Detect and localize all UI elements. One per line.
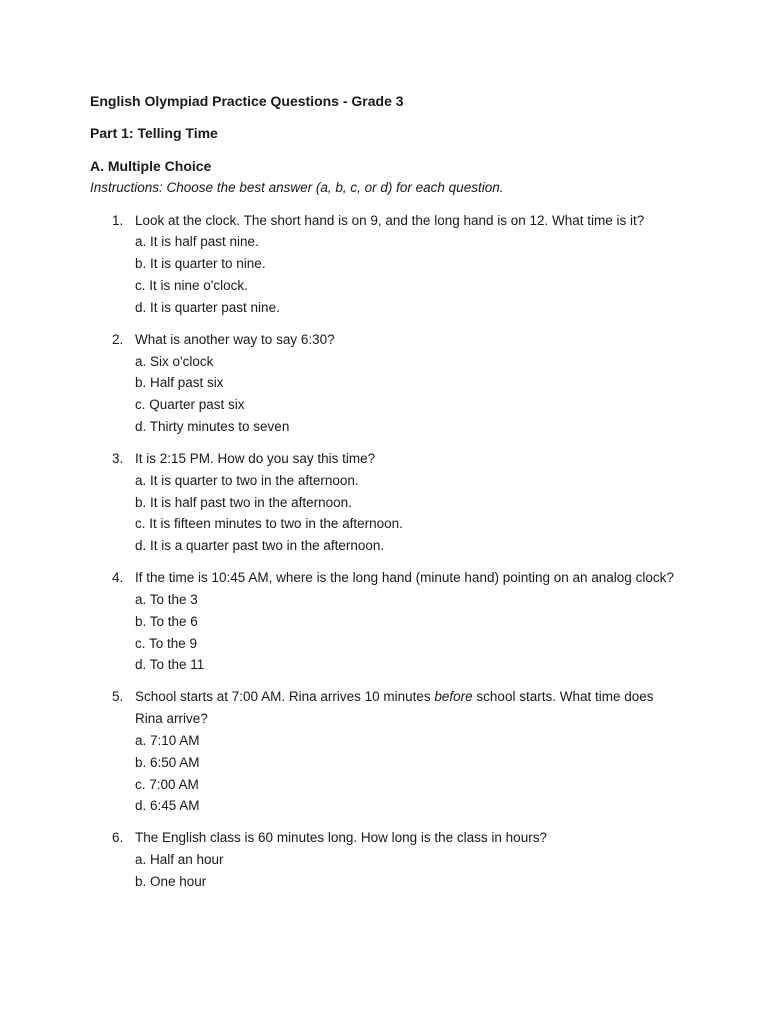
question-text: The English class is 60 minutes long. How long is the class in hours? [135,830,547,846]
option-c: c. To the 9 [135,635,198,651]
option-b: b. 6:50 AM [135,754,200,770]
option-a: a. To the 3 [135,592,198,607]
question-number: 6. [112,830,124,846]
option-b: b. Half past six [135,375,224,391]
document-content [90,91,680,903]
question-number: 3. [112,451,124,467]
option-a: a. Six o'clock [135,353,214,369]
option-d: d. Thirty minutes to seven [135,419,290,435]
option-c: c. It is nine o'clock. [135,278,248,294]
question-number: 2. [112,331,124,347]
question-text-start: School starts at 7:00 AM. Rina arrives 10 minutes [135,689,435,705]
option-c: c. Quarter past six [135,397,245,413]
option-c: c. 7:00 AM [135,776,199,792]
question-3 [90,448,680,557]
instructions: Instructions: Choose the best answer (a, b, c, or d) for each question. [90,180,504,196]
option-a: a. It is quarter to two in the afternoon. [135,472,359,488]
question-list [90,210,680,893]
question-6 [90,827,680,892]
option-a: a. It is half past nine. [135,234,259,250]
question-number: 4. [112,570,124,586]
question-text: What is another way to say 6:30? [135,331,335,347]
question-text: If the time is 10:45 AM, where is the long hand (minute hand) pointing on an analog clock? [135,570,674,586]
question-number: 5. [112,689,124,705]
document-title: English Olympiad Practice Questions - Grade 3 [90,93,404,109]
option-d: d. To the 11 [135,657,205,673]
option-a: a. Half an hour [135,852,224,868]
question-5 [90,686,680,817]
section-title: A. Multiple Choice [90,157,212,174]
option-d: d. 6:45 AM [135,798,200,814]
question-1 [90,210,680,319]
option-d: d. It is quarter past nine. [135,299,280,315]
option-c: c. It is fifteen minutes to two in the afternoon. [135,516,403,532]
option-b: b. It is half past two in the afternoon. [135,494,352,510]
option-d: d. It is a quarter past two in the afternoon. [135,538,385,554]
question-text: Look at the clock. The short hand is on 9, and the long hand is on 12. What time is it? [135,212,645,228]
option-a: a. 7:10 AM [135,732,200,748]
question-text-emphasis: before [434,689,473,705]
question-4 [90,567,680,676]
question-2 [90,329,680,438]
question-number: 1. [112,212,124,228]
question-text-end: school starts. What time does Rina arrive? [135,689,654,727]
question-text [135,686,680,730]
question-text: It is 2:15 PM. How do you say this time? [135,451,376,467]
option-b: b. One hour [135,873,207,889]
option-b: b. To the 6 [135,613,198,629]
part-title: Part 1: Telling Time [90,125,218,142]
option-b: b. It is quarter to nine. [135,256,266,272]
